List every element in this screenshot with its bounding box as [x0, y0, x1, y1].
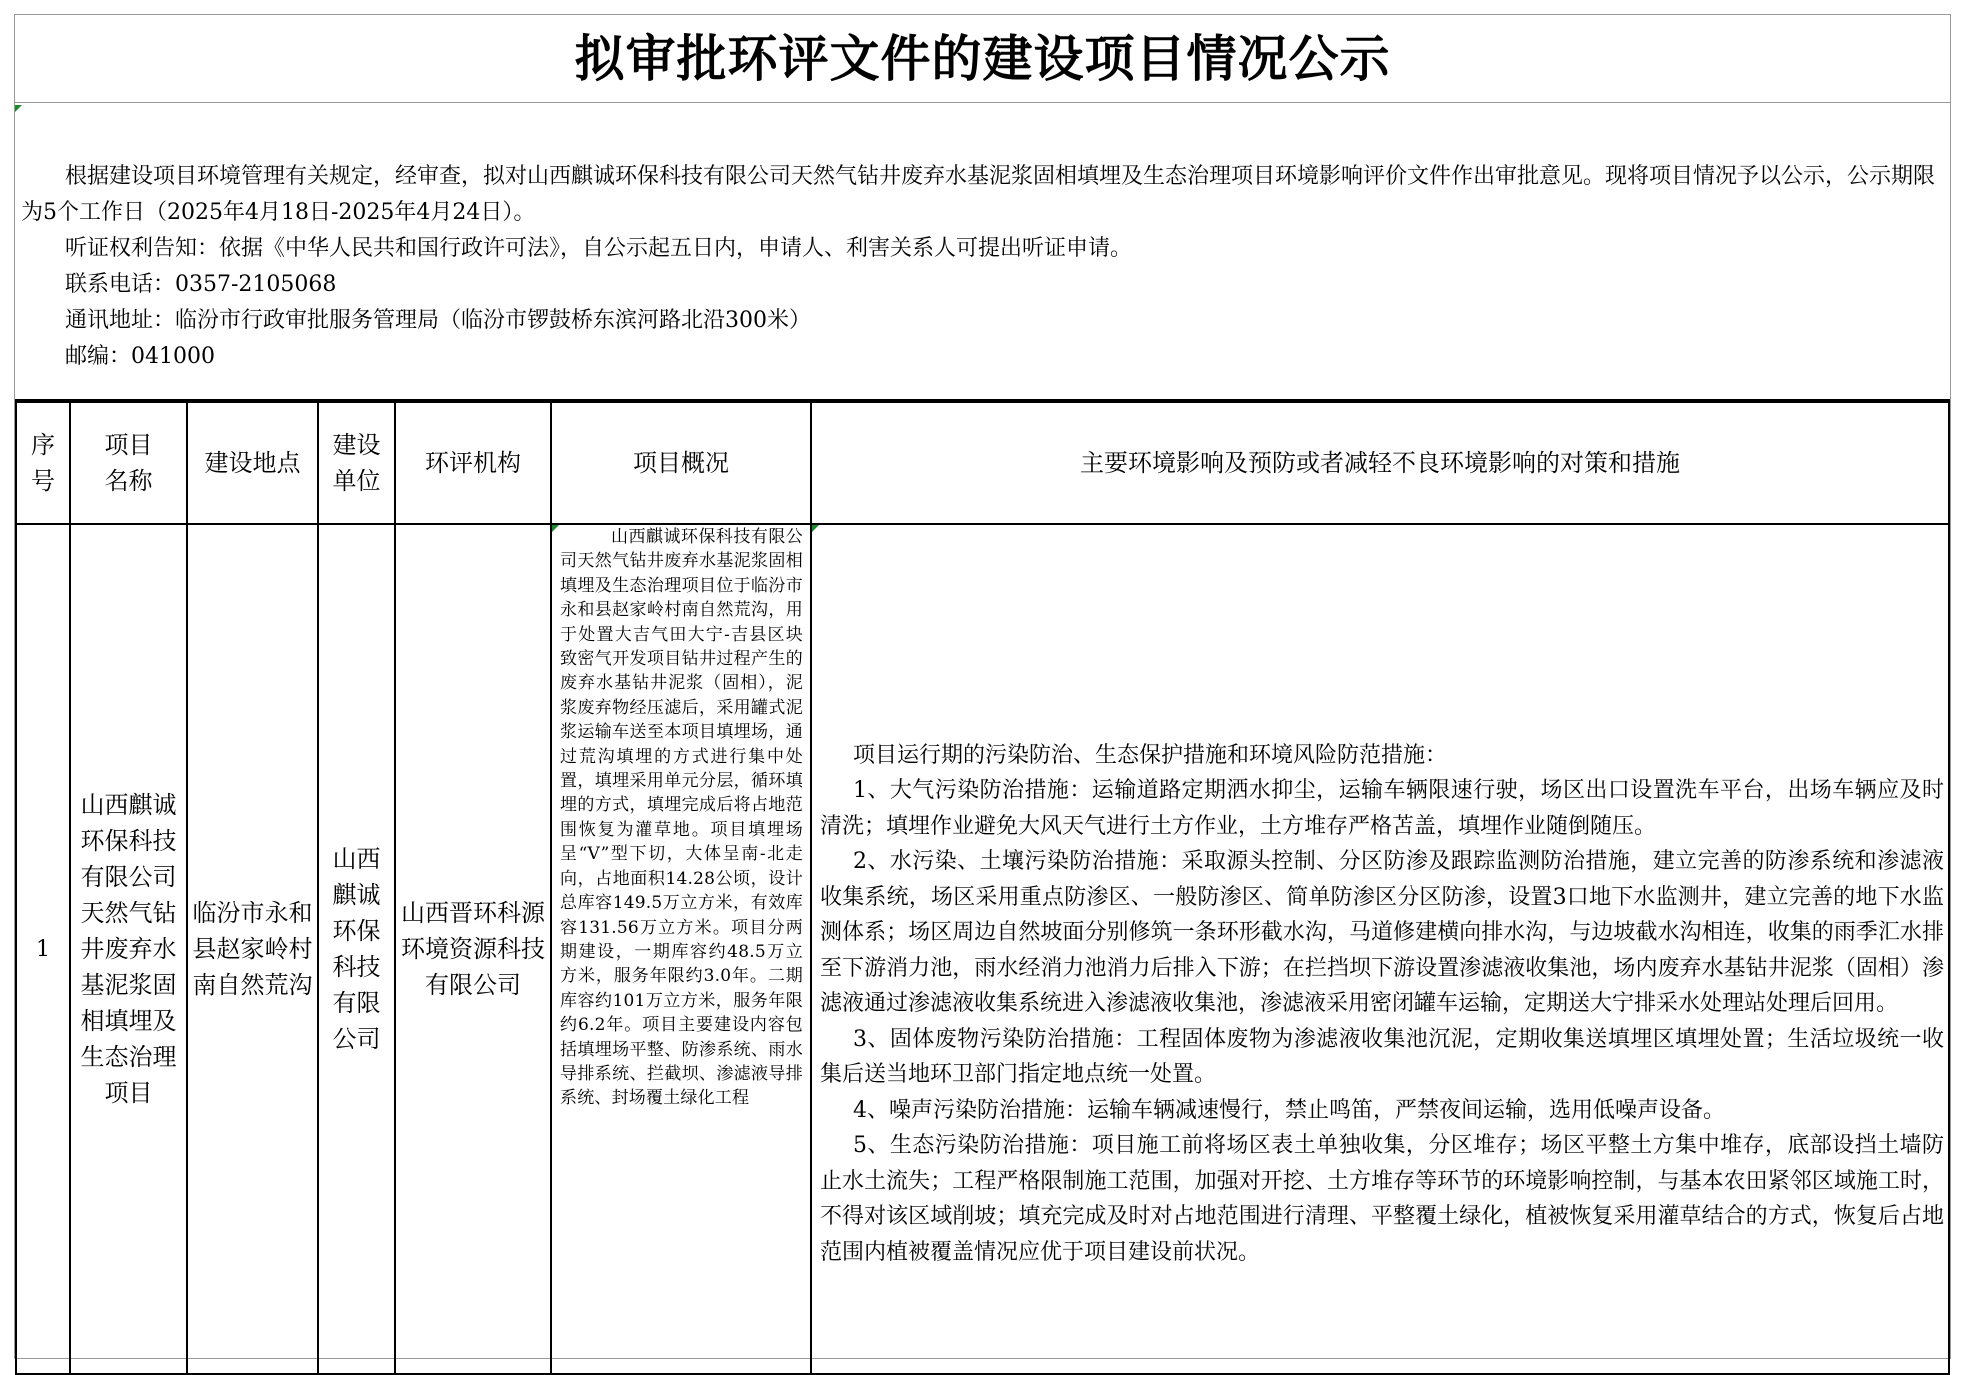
- measure-air: 1、大气污染防治措施：运输道路定期洒水抑尘，运输车辆限速行驶，场区出口设置洗车平台，出场车辆应及时清洗；填埋作业避免大风天气进行土方作业，土方堆存严格苫盖，填埋作业随倒随压。: [820, 778, 1944, 839]
- page-title: 拟审批环评文件的建设项目情况公示: [15, 15, 1950, 103]
- project-overview: 山西麒诚环保科技有限公司天然气钻井废弃水基泥浆固相填埋及生态治理项目位于临汾市永和县赵家岭村南自然荒沟，用于处置大吉气田大宁-吉县区块致密气开发项目钻井过程产生的废弃水基钻井泥浆（固相），泥浆废弃物经压滤后，采用罐式泥浆运输车送至本项目填埋场，通过荒沟填埋的方式进行集中处置，填埋采用单元分层，循环填埋的方式，填埋完成后将占地范围恢复为灌草地。项目填埋场呈“V”型下切，大体呈南-北走向，占地面积14.28公顷，设计总库容149.5万立方米，有效库容131.56万立方米。项目分两期建设，一期库容约48.5万立方米，服务年限约3.0年。二期库容约101万立方米，服务年限约6.2年。项目主要建设内容包括填埋场平整、防渗系统、雨水导排系统、拦截坝、渗滤液导排系统、封场覆土绿化工程: [560, 527, 803, 1109]
- header-name: 项目名称: [70, 402, 187, 524]
- comment-marker-icon: [552, 525, 559, 532]
- measure-noise: 4、噪声污染防治措施：运输车辆减速慢行，禁止鸣笛，严禁夜间运输，选用低噪声设备。: [853, 1097, 1726, 1123]
- construction-unit: 山西麒诚环保科技有限公司: [332, 845, 381, 1053]
- contact-phone: 联系电话：0357-2105068: [65, 272, 337, 297]
- project-name: 山西麒诚环保科技有限公司天然气钻井废弃水基泥浆固相填埋及生态治理项目: [80, 791, 177, 1107]
- cell-overview[interactable]: [551, 524, 811, 1374]
- header-org: 环评机构: [395, 402, 551, 524]
- eia-organization: 山西晋环科源环境资源科技有限公司: [401, 899, 545, 999]
- project-table: [15, 401, 1950, 1375]
- postcode: 邮编：041000: [65, 344, 215, 369]
- cell-unit[interactable]: [318, 524, 395, 1374]
- measures-text: [812, 628, 1948, 1271]
- cell-org[interactable]: [395, 524, 551, 1374]
- spreadsheet-sheet: [14, 14, 1951, 1359]
- comment-marker-icon: [812, 525, 819, 532]
- measure-water-soil: 2、水污染、土壤污染防治措施：采取源头控制、分区防渗及跟踪监测防治措施，建立完善的防渗系统和渗滤液收集系统，场区采用重点防渗区、一般防渗区、简单防渗区分区防渗，设置3口地下水监测井，建立完善的地下水监测体系；场区周边自然坡面分别修筑一条环形截水沟，马道修建横向排水沟，与边坡截水沟相连，收集的雨季汇水排至下游消力池，雨水经消力池消力后排入下游；在拦挡坝下游设置渗滤液收集池，场内废弃水基钻井泥浆（固相）渗滤液通过渗滤液收集系统进入渗滤液收集池，渗滤液采用密闭罐车运输，定期送大宁排采水处理站处理后回用。: [820, 849, 1944, 1017]
- measure-solid-waste: 3、固体废物污染防治措施：工程固体废物为渗滤液收集池沉泥，定期收集送填埋区填埋处置；生活垃圾统一收集后送当地环卫部门指定地点统一处置。: [820, 1026, 1944, 1088]
- header-overview: 项目概况: [551, 402, 811, 524]
- notice-paragraph: 根据建设项目环境管理有关规定，经审查，拟对山西麒诚环保科技有限公司天然气钻井废弃水基泥浆固相填埋及生态治理项目环境影响评价文件作出审批意见。现将项目情况予以公示，公示期限为5个工作日（2025年4月18日-2025年4月24日）。: [21, 164, 1936, 225]
- contact-address: 通讯地址：临汾市行政审批服务管理局（临汾市锣鼓桥东滨河路北沿300米）: [65, 308, 811, 333]
- header-site: 建设地点: [187, 402, 318, 524]
- table-header-row: [16, 402, 1949, 524]
- project-site: 临汾市永和县赵家岭村南自然荒沟: [192, 899, 313, 999]
- measures-intro: 项目运行期的污染防治、生态保护措施和环境风险防范措施：: [853, 742, 1448, 768]
- notice-block: [15, 103, 1950, 401]
- cell-site[interactable]: [187, 524, 318, 1374]
- cell-measures[interactable]: [811, 524, 1949, 1374]
- hearing-notice: 听证权利告知：依据《中华人民共和国行政许可法》，自公示起五日内，申请人、利害关系人可提出听证申请。: [65, 236, 1133, 261]
- header-unit: 建设单位: [318, 402, 395, 524]
- cell-seq[interactable]: 1: [16, 524, 70, 1374]
- measure-ecology: 5、生态污染防治措施：项目施工前将场区表土单独收集，分区堆存；场区平整土方集中堆存，底部设挡土墙防止水土流失；工程严格限制施工范围，加强对开挖、土方堆存等环节的环境影响控制，与基本农田紧邻区域施工时，不得对该区域削坡；填充完成及时对占地范围进行清理、平整覆土绿化，植被恢复采用灌草结合的方式，恢复后占地范围内植被覆盖情况应优于项目建设前状况。: [820, 1133, 1944, 1265]
- header-measures: 主要环境影响及预防或者减轻不良环境影响的对策和措施: [811, 402, 1949, 524]
- header-seq: 序号: [16, 402, 70, 524]
- cell-name[interactable]: [70, 524, 187, 1374]
- table-row: [16, 524, 1949, 1374]
